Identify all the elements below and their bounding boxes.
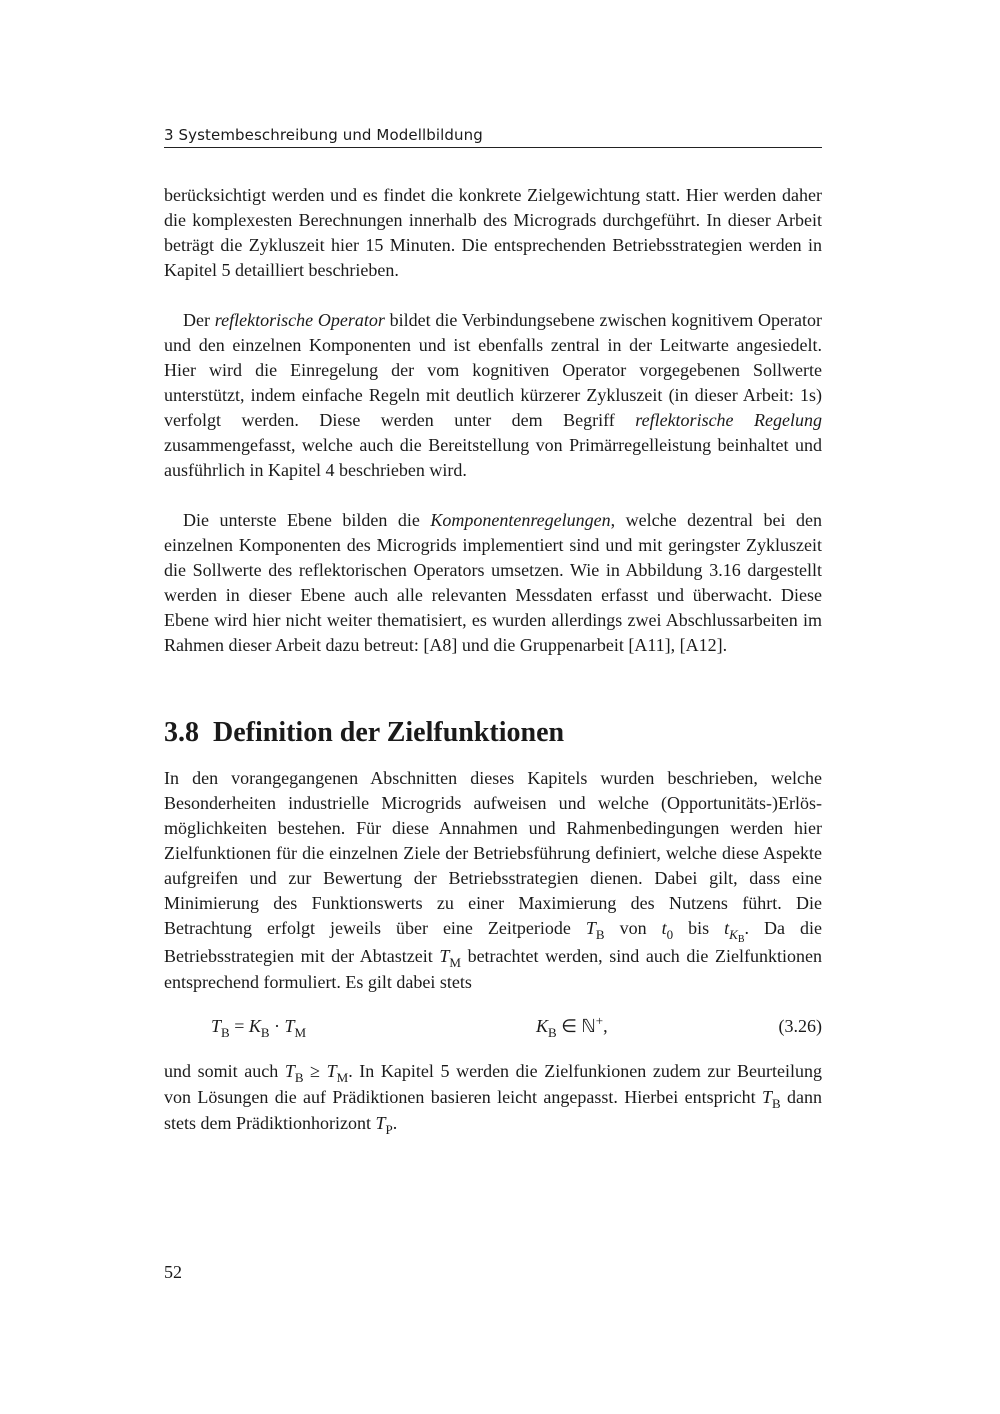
math-T-P: $T_P$ [375,1113,393,1137]
paragraph-2-text-a: Der [183,310,215,330]
paragraph-5 [164,1059,822,1137]
paragraph-3 [164,508,822,658]
paragraph-1-text: berücksichtigt werden und es findet die konkrete Zielgewichtung statt. Hier werden daher die komplexesten Berechnungen innerhalb des Micrograds durchgeführt. In dieser Arbeit beträgt die Zykluszeit hier 15 Minuten. Die entsprechenden Betriebsstrategien werden in Kapitel 5 detailliert beschrieben. [164,185,822,280]
paragraph-4 [164,766,822,995]
section-title: Definition der Zielfunktionen [213,717,565,748]
math-T-M: $T_M$ [439,946,461,970]
section-number: 3.8 [164,717,199,748]
paragraph-3-text-b: , welche dezentral bei den einzelnen Komponenten des Microgrids implementiert sind und mit geringster Zykluszeit die Sollwerte des reflektorischen Operators umsetzen. Wie in Abbildung 3.16 dargestellt werden in dieser Ebene auch alle relevanten Messdaten erfasst und überwacht. Diese Ebene wird hier nicht weiter thematisiert, es wurden allerdings zwei Abschlussarbeiten im Rahmen dieser Arbeit dazu betreut: [A8] und die Gruppenarbeit [A11], [A12]. [164,510,822,655]
paragraph-2 [164,308,822,483]
paragraph-4-text-c: bis [673,918,725,938]
paragraph-5-text-c: dann stets dem Prädiktionhorizont [164,1087,822,1133]
paragraph-2-text-b: bildet die Verbindungsebene zwischen kognitivem Operator und den einzelnen Komponenten und ist ebenfalls zentral in der Leitwarte angesiedelt. Hier wird die Einregelung der vom kognitiven Operator vorgegebenen Sollwerte unterstützt, indem einfache Regeln mit deutlich kürzerer Zykluszeit (in dieser Arbeit: 1s) verfolgt werden. Diese werden unter dem Begriff [164,310,823,430]
equation-lhs: $T_B = K_B \cdot T_M$ [211,1016,307,1040]
equation-condition: $K_B$ ∈ ℕ+, [536,1013,608,1040]
paragraph-4-text-a: In den vorangegangenen Abschnitten dieses Kapitels wurden beschrieben, welche Besonderheiten industrielle Microgrids aufweisen und welche (Opportunitäts-)Erlösmöglichkeiten bestehen. Für diese Annahmen und Rahmenbedingungen werden hier Zielfunktionen für die einzelnen Ziele der Betriebsführung definiert, welche diese Aspekte aufgreifen und zur Bewertung der Betriebsstrategien dienen. Dabei gilt, dass eine Minimierung des Funktionswerts zu einer Maximierung des Nutzens führt. Die Betrachtung erfolgt jeweils über eine Zeitperiode [164,768,822,938]
math-TB-geq-TM: $T_B \ge T_M$ [284,1061,349,1085]
math-t-KB: $t_{K_B}$ [724,918,745,945]
paragraph-3-text-a: Die unterste Ebene bilden die [183,510,431,530]
paragraph-5-text-b: . In Kapitel 5 werden die Zielfunkionen zudem zur Beurteilung von Lösungen die auf Prädiktionen basieren leicht angepasst. Hierbei entspricht [164,1061,822,1107]
math-t-0: $t_0$ [661,918,674,942]
term-komponentenregelungen: Komponentenregelungen [430,510,611,530]
paragraph-4-text-d: . Da die Betriebsstrategien mit der Abtastzeit [164,918,823,966]
paragraph-1 [164,183,822,283]
page-number: 52 [164,1262,182,1282]
term-reflektorischer-operator: reflektorische Operator [214,310,385,330]
paragraph-2-text-c: zusammengefasst, welche auch die Bereitstellung von Primärregelleistung beinhaltet und ausführlich in Kapitel 4 beschrieben wird. [164,435,822,480]
paragraph-5-text-a: und somit auch [164,1061,285,1081]
paragraph-5-text-d: . [392,1113,398,1133]
math-T-B-2: $T_B$ [761,1087,781,1111]
paragraph-4-text-b: von [604,918,662,938]
paragraph-4-text-e: betrachtet werden, sind auch die Zielfunktionen entsprechend formuliert. Es gilt dabei stets [164,946,822,992]
equation-number: (3.26) [778,1016,822,1036]
section-heading [164,713,564,753]
running-header: 3 Systembeschreibung und Modellbildung [164,126,822,148]
math-T-B: $T_B$ [585,918,605,942]
equation-3-26 [164,1011,822,1041]
term-reflektorische-regelung: reflektorische Regelung [635,410,822,430]
